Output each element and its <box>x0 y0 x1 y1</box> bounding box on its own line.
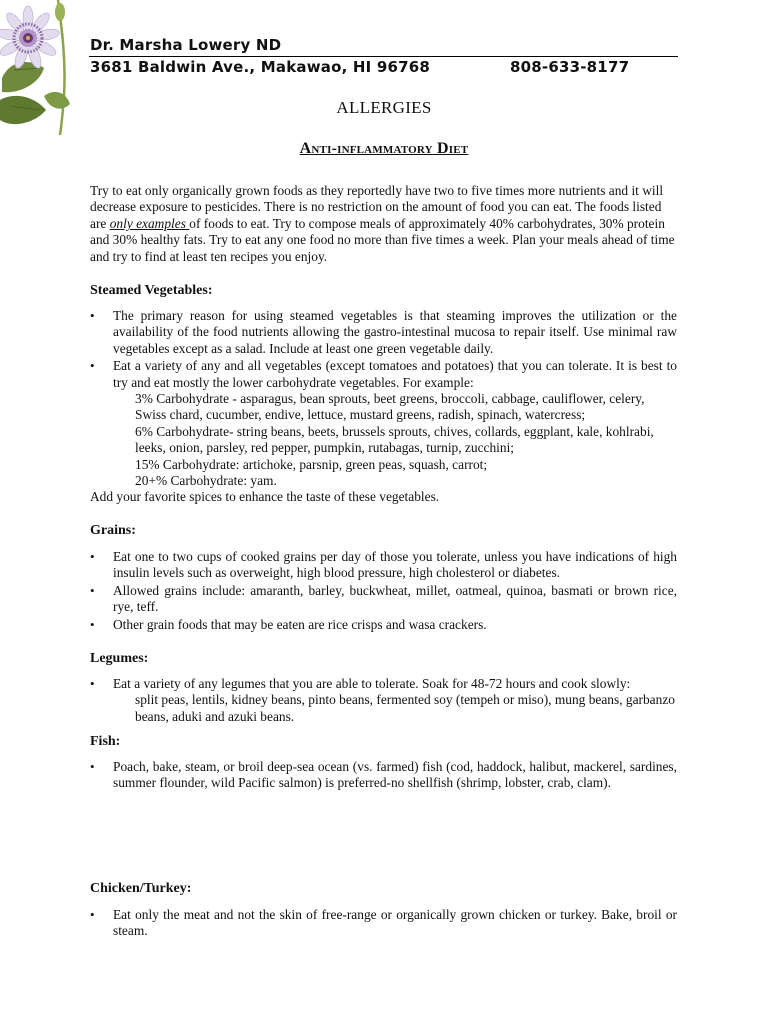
legumes-heading: Legumes: <box>90 651 149 666</box>
list-item: • Eat one to two cups of cooked grains per day of those you tolerate, unless you have indications of high insulin levels such as overweight, high blood pressure, high cholesterol or diabetes. <box>90 549 677 582</box>
legumes-list <box>90 676 677 726</box>
carb-20-percent: 20+% Carbohydrate: yam. <box>135 473 277 489</box>
intro-text-part2: of foods to eat. Try to compose meals of approximately 40% carbohydrates, 30% protein and 30% healthy fats. Try to eat any one food no more than five times a week. Plan your meals ahead of time and try to find at least ten recipes you enjoy. <box>90 215 675 264</box>
practice-address: 3681 Baldwin Ave., Makawao, HI 96768 <box>90 58 431 76</box>
legume-varieties: split peas, lentils, kidney beans, pinto beans, fermented soy (tempeh or miso), mung beans, garbanzo beans, aduki and azuki beans. <box>135 692 675 724</box>
intro-emphasis: only examples <box>109 215 190 231</box>
intro-text-part1: Try to eat only organically grown foods as they reportedly have two to five times more nutrients and it will decrease exposure to pesticides. There is no restriction on the amount of food you can eat. The foods listed are <box>90 183 664 231</box>
carb-6-percent: 6% Carbohydrate- string beans, beets, brussels sprouts, chives, collards, eggplant, kale, kohlrabi, leeks, onion, parsley, red pepper, pumpkin, rutabagas, turnip, zucchini; <box>135 423 654 456</box>
practice-phone: 808-633-8177 <box>510 58 630 76</box>
poultry-list <box>90 907 677 941</box>
document-subtitle: Anti-inflammatory Diet <box>299 140 469 157</box>
intro-paragraph <box>90 183 677 265</box>
carb-15-percent: 15% Carbohydrate: artichoke, parsnip, green peas, squash, carrot; <box>135 456 488 472</box>
grains-list <box>90 549 677 634</box>
list-item: • Eat only the meat and not the skin of free-range or organically grown chicken or turkey. Bake, broil or steam. <box>90 907 677 940</box>
letterhead-divider <box>89 56 678 57</box>
grains-heading: Grains: <box>90 523 136 538</box>
document-title: ALLERGIES <box>336 98 432 117</box>
list-item <box>90 676 677 725</box>
list-item-text: Eat a variety of any and all vegetables (except tomatoes and potatoes) that you can tolerate. It is best to try and eat mostly the lower carbohydrate vegetables. For example: <box>113 358 677 390</box>
list-item: • The primary reason for using steamed vegetables is that steaming improves the utilization or the availability of the food nutrients allowing the gastro-intestinal mucosa to repair itself. Use minimal raw vegetables except as a salad. Include at least one green vegetable daily. <box>90 308 677 357</box>
list-item: • Poach, bake, steam, or broil deep-sea ocean (vs. farmed) fish (cod, haddock, halibut, mackerel, sardines, summer flounder, wild Pacific salmon) is preferred-no shellfish (shrimp, lobster, crab, clam). <box>90 759 677 792</box>
vegetables-heading: Steamed Vegetables: <box>90 283 213 298</box>
list-item: • Other grain foods that may be eaten are rice crisps and wasa crackers. <box>90 617 677 633</box>
carb-3-percent: 3% Carbohydrate - asparagus, bean sprouts, beet greens, broccoli, cabbage, cauliflower, celery, Swiss chard, cucumber, endive, lettuce, mustard greens, radish, spinach, watercress; <box>135 391 645 423</box>
vegetables-list <box>90 308 677 490</box>
poultry-heading: Chicken/Turkey: <box>90 881 192 896</box>
list-item-text: Eat a variety of any legumes that you are able to tolerate. Soak for 48-72 hours and cook slowly: <box>113 676 631 691</box>
list-item <box>90 358 677 489</box>
practitioner-name: Dr. Marsha Lowery ND <box>90 36 282 54</box>
vegetables-closing: Add your favorite spices to enhance the taste of these vegetables. <box>90 489 440 504</box>
fish-list <box>90 759 677 793</box>
fish-heading: Fish: <box>90 734 121 749</box>
list-item: • Allowed grains include: amaranth, barley, buckwheat, millet, oatmeal, quinoa, basmati or brown rice, rye, teff. <box>90 583 677 616</box>
